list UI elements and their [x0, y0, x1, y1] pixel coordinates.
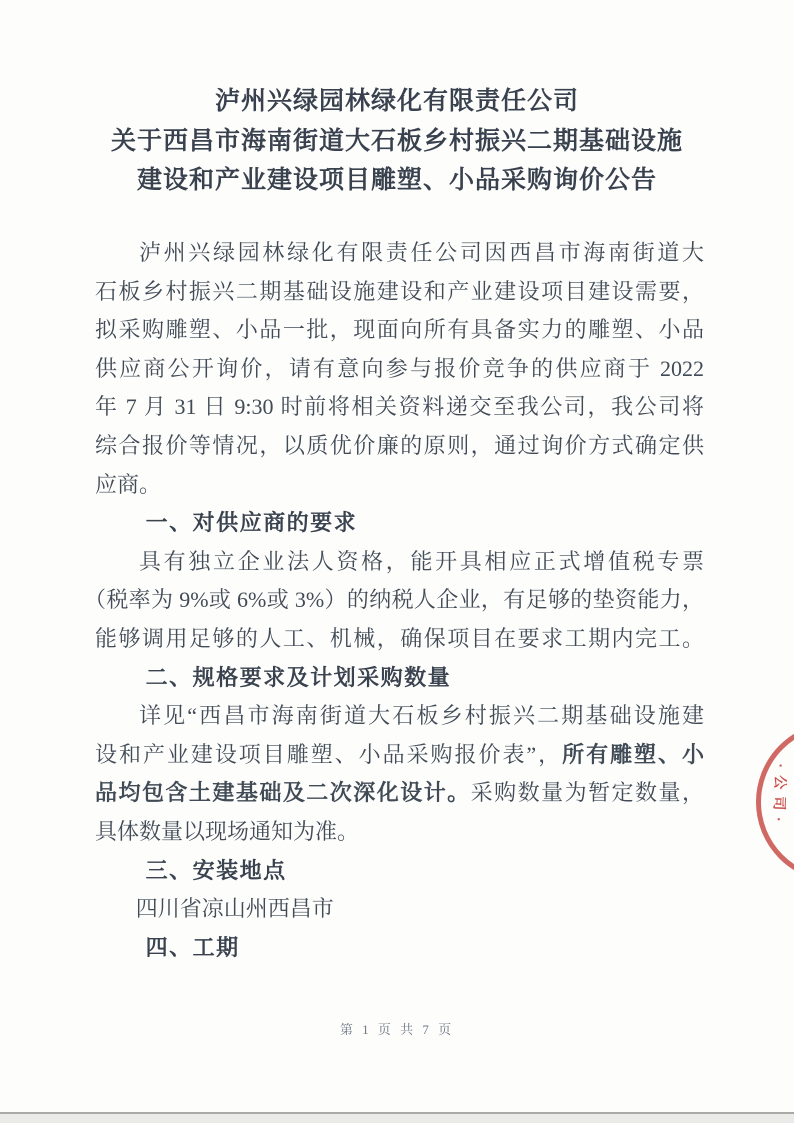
section-2-line-3 [95, 774, 704, 813]
intro-line-1: 泸州兴绿园林绿化有限责任公司因西昌市海南街道大 [139, 240, 704, 265]
intro-line-4: 供应商公开询价，请有意向参与报价竞争的供应商于 2022 [95, 355, 704, 381]
document-title [0, 82, 794, 201]
section-2-line-2-bold: 所有雕塑、小 [562, 741, 704, 767]
section-2-line-2-normal: 设和产业建设项目雕塑、小品采购报价表”， [95, 741, 563, 767]
section-3-location: 四川省凉山州西昌市 [135, 896, 334, 922]
section-1-line-3: 能够调用足够的人工、机械，确保项目在要求工期内完工。 [95, 625, 704, 651]
section-2-line-2 [95, 736, 704, 775]
intro-line-6: 综合报价等情况，以质优价廉的原则，通过询价方式确定供 [95, 432, 704, 458]
company-seal-text-fragment: ·公司· [770, 763, 790, 830]
section-3-heading: 三、安装地点 [145, 857, 287, 883]
section-2-heading: 二、规格要求及计划采购数量 [145, 664, 452, 690]
section-1-line-2: （税率为 9%或 6%或 3%）的纳税人企业，有足够的垫资能力， [84, 587, 704, 613]
title-line-project-1: 关于西昌市海南街道大石板乡村振兴二期基础设施 [110, 127, 683, 155]
title-line-company: 泸州兴绿园林绿化有限责任公司 [214, 88, 579, 115]
page-footer: 第 1 页 共 7 页 [339, 1022, 455, 1037]
scan-bottom-edge [0, 1112, 794, 1123]
title-line-project-2: 建设和产业建设项目雕塑、小品采购询价公告 [136, 167, 657, 194]
intro-line-3: 拟采购雕塑、小品一批，现面向所有具备实力的雕塑、小品 [95, 317, 704, 343]
intro-line-7: 应商。 [95, 471, 162, 497]
section-4-heading: 四、工期 [145, 934, 240, 960]
section-2-line-4: 具体数量以现场通知为准。 [95, 818, 360, 844]
document-body [84, 234, 704, 967]
section-2-line-3-normal: 采购数量为暂定数量， [470, 780, 704, 806]
section-2-line-1: 详见“西昌市海南街道大石板乡村振兴二期基础设施建 [139, 703, 704, 729]
section-1-line-1: 具有独立企业法人资格，能开具相应正式增值税专票 [139, 548, 704, 574]
section-2-line-3-bold: 品均包含土建基础及二次深化设计。 [95, 780, 471, 806]
section-1-heading: 一、对供应商的要求 [145, 510, 358, 536]
intro-line-2: 石板乡村振兴二期基础设施建设和产业建设项目建设需要， [95, 278, 704, 304]
intro-line-5: 年 7 月 31 日 9:30 时前将相关资料递交至我公司，我公司将 [95, 394, 704, 420]
